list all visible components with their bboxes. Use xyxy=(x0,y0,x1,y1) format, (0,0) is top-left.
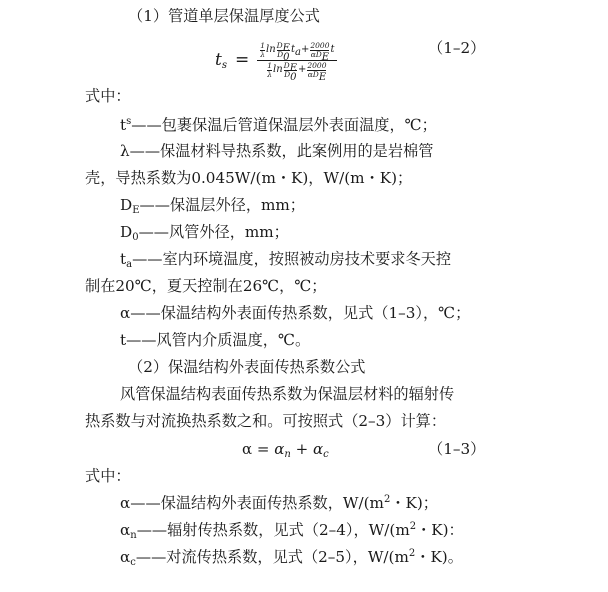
formula-alpha-sum: $\alpha = \alpha_n + \alpha_c$ xyxy=(242,440,329,460)
plus-bottom: + xyxy=(298,64,307,75)
frac-de-over-d0-top: $D_E$ $D_0$ xyxy=(276,40,290,63)
t-term: t xyxy=(330,44,335,55)
plus-top: + xyxy=(300,44,310,55)
formula-insulation-thickness xyxy=(215,32,337,88)
def-alpha-n: $\alpha_n——$辐射传热系数，见式（2–4），$W/(m^2$・K)： xyxy=(120,521,464,541)
def-alpha: α——保温结构外表面传热系数，见式（1–3），℃； xyxy=(120,304,471,322)
frac-one-over-lambda-top: 1 λ xyxy=(260,40,266,59)
frac-de-over-d0-bottom: $D_E$ $D_0$ xyxy=(283,60,297,83)
def-ts: $t^s——$包裹保温后管道保温层外表面温度，℃； xyxy=(120,116,437,134)
def-lambda: λ——保温材料导热系数，此案例用的是岩棉管 xyxy=(120,142,434,160)
frac-one-over-lambda-bottom: 1 λ xyxy=(267,60,273,79)
formula-equals: = xyxy=(234,50,250,70)
formula-denominator xyxy=(264,60,329,83)
frac-2000-bottom: 2000 $\alpha D_E$ xyxy=(307,60,327,83)
where-label-1: 式中： xyxy=(85,87,131,105)
where-label-2: 式中： xyxy=(85,467,131,485)
equation-number-1-2: （1–2） xyxy=(428,39,486,57)
heading-surface-heat-transfer: （2）保温结构外表面传热系数公式 xyxy=(128,358,366,376)
formula-lhs: $t_s$ xyxy=(215,50,227,71)
def-t: t——风管内介质温度，℃。 xyxy=(120,331,311,349)
formula-main-fraction xyxy=(257,40,336,83)
def-alpha-total: α——保温结构外表面传热系数，$W/(m^2$・K)； xyxy=(120,494,438,512)
equation-number-1-3: （1–3） xyxy=(428,440,486,458)
def-de: $D_E——$保温层外径，mm； xyxy=(120,196,305,216)
def-ta-cont: 制在20℃，夏天控制在26℃，℃； xyxy=(85,277,327,295)
def-d0: $D_0——$风管外径，mm； xyxy=(120,223,289,243)
paragraph-line-2: 热系数与对流换热系数之和。可按照式（2–3）计算： xyxy=(85,412,447,430)
heading-pipe-insulation-thickness: （1）管道单层保温厚度公式 xyxy=(128,7,320,25)
def-lambda-cont: 壳，导热系数为0.045W/(m・K)，W/(m・K)； xyxy=(85,169,413,187)
def-ta: $t_a——$室内环境温度，按照被动房技术要求冬天控 xyxy=(120,250,452,270)
def-alpha-c: $\alpha_c——$对流传热系数，见式（2–5），$W/(m^2$・K)。 xyxy=(120,548,463,568)
ln-bottom: ln xyxy=(273,64,283,75)
paragraph-line-1: 风管保温结构表面传热系数为保温层材料的辐射传 xyxy=(120,385,455,403)
frac-2000-top: 2000 $\alpha D_E$ xyxy=(310,40,330,63)
formula-numerator xyxy=(257,40,336,63)
ln-top: ln xyxy=(266,44,276,55)
ta-term: $t_a$ xyxy=(290,44,301,58)
